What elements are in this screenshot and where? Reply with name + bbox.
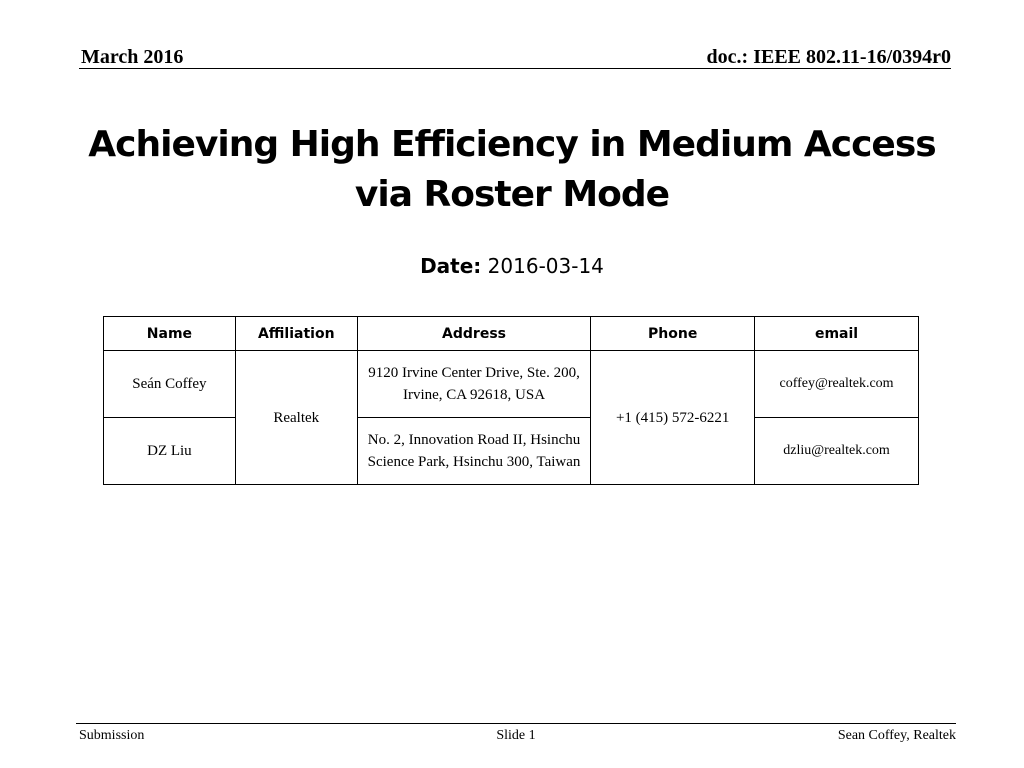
header-doc-id: doc.: IEEE 802.11-16/0394r0 (706, 46, 951, 68)
date-line (0, 254, 1024, 278)
footer-submission: Submission (79, 728, 145, 743)
author-name: Seán Coffey (104, 351, 236, 418)
table-header-row (104, 317, 919, 351)
author-email: dzliu@realtek.com (755, 418, 919, 485)
slide-footer (76, 723, 956, 746)
header-affiliation: Affiliation (235, 317, 357, 351)
date-label: Date: (420, 254, 482, 278)
header-name: Name (104, 317, 236, 351)
table-row (104, 418, 919, 485)
author-phone: +1 (415) 572-6221 (591, 351, 755, 485)
footer-slide-number: Slide 1 (496, 728, 536, 743)
author-name: DZ Liu (104, 418, 236, 485)
header-email: email (755, 317, 919, 351)
header-date: March 2016 (81, 46, 184, 68)
authors-table (103, 316, 919, 485)
date-value: 2016-03-14 (487, 254, 604, 278)
table-row (104, 351, 919, 418)
author-email: coffey@realtek.com (755, 351, 919, 418)
slide-title (80, 120, 944, 220)
author-affiliation: Realtek (235, 351, 357, 485)
footer-author: Sean Coffey, Realtek (837, 728, 956, 743)
slide-header (79, 44, 951, 69)
header-phone: Phone (591, 317, 755, 351)
author-address: No. 2, Innovation Road II, Hsinchu Science Park, Hsinchu 300, Taiwan (357, 418, 591, 485)
title-line-2: via Roster Mode (354, 174, 670, 215)
header-address: Address (357, 317, 591, 351)
author-address: 9120 Irvine Center Drive, Ste. 200, Irvine, CA 92618, USA (357, 351, 591, 418)
title-line-1: Achieving High Efficiency in Medium Access (88, 124, 936, 165)
